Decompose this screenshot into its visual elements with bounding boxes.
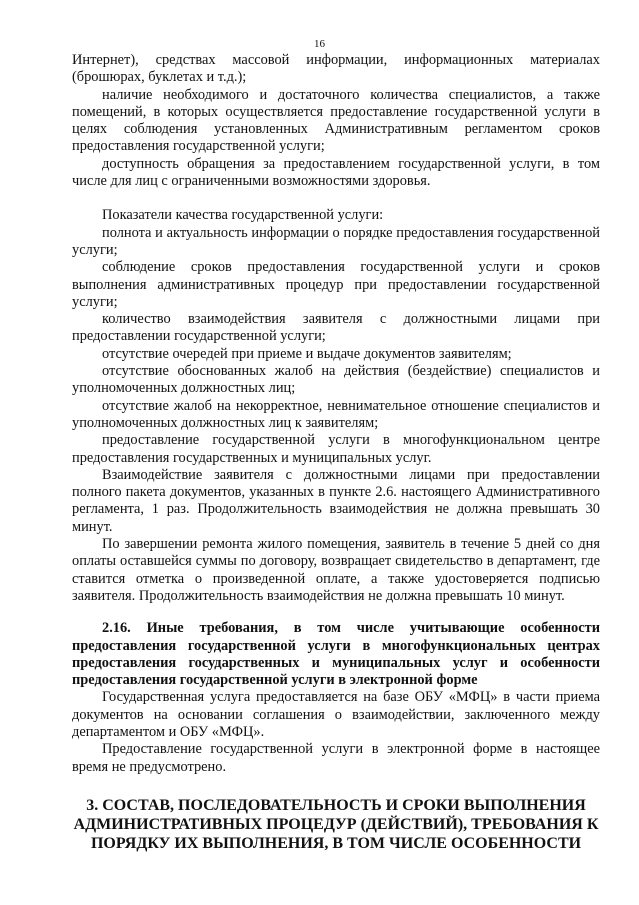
list-item: отсутствие жалоб на некорректное, невнимательное отношение специалистов и уполномоченных должностных лиц к заявителям; bbox=[72, 397, 600, 431]
paragraph: Взаимодействие заявителя с должностными лицами при предоставлении полного пакета документов, указанных в пункте 2.6. настоящего Административного регламента, 1 раз. Продолжительность взаимодействия не должна превышать 30 минут. bbox=[72, 466, 600, 535]
section-216-title: 2.16. Иные требования, в том числе учитывающие особенности предоставления государственной услуги в многофункциональных центрах предоставления государственных и муниципальных услуг и особенности предоставления государственной услуги в электронной форме bbox=[72, 620, 600, 689]
spacer bbox=[72, 776, 600, 796]
paragraph: Государственная услуга предоставляется на базе ОБУ «МФЦ» в части приема документов на основании соглашения о взаимодействии, заключенного между департаментом и ОБУ «МФЦ». bbox=[72, 689, 600, 740]
page-body bbox=[72, 52, 600, 853]
paragraph: наличие необходимого и достаточного количества специалистов, а также помещений, в которых осуществляется предоставление государственной услуги в целях соблюдения установленных Административным регламентом сроков предоставления государственной услуги; bbox=[72, 86, 600, 155]
list-item: отсутствие обоснованных жалоб на действия (бездействие) специалистов и уполномоченных должностных лиц; bbox=[72, 363, 600, 397]
list-item: количество взаимодействия заявителя с должностными лицами при предоставлении государственной услуги; bbox=[72, 311, 600, 345]
paragraph: По завершении ремонта жилого помещения, заявитель в течение 5 дней со дня оплаты оставшейся суммы по договору, возвращает свидетельство в департамент, где ставится отметка о произведенной оплате, а также удостоверяется подписью заявителя. Продолжительность взаимодействия не должна превышать 10 минут. bbox=[72, 536, 600, 604]
spacer bbox=[72, 605, 600, 620]
paragraph: Предоставление государственной услуги в электронной форме в настоящее время не предусмотрено. bbox=[72, 741, 600, 775]
list-item: соблюдение сроков предоставления государственной услуги и сроков выполнения административных процедур при предоставлении государственной услуги; bbox=[72, 259, 600, 310]
list-item: отсутствие очередей при приеме и выдаче документов заявителям; bbox=[102, 345, 512, 362]
list-item: предоставление государственной услуги в многофункциональном центре предоставления государственных и муниципальных услуг. bbox=[72, 432, 600, 466]
list-item: полнота и актуальность информации о порядке предоставления государственной услуги; bbox=[72, 224, 600, 258]
spacer bbox=[72, 190, 600, 207]
paragraph-continued: Интернет), средствах массовой информации, информационных материалах (брошюрах, буклетах и т.д.); bbox=[72, 52, 600, 86]
quality-indicators-heading: Показатели качества государственной услуги: bbox=[102, 207, 384, 224]
paragraph: доступность обращения за предоставлением государственной услуги, в том числе для лиц с ограниченными возможностями здоровья. bbox=[72, 155, 600, 190]
page-number: 16 bbox=[314, 38, 325, 50]
section-3-heading: 3. СОСТАВ, ПОСЛЕДОВАТЕЛЬНОСТЬ И СРОКИ ВЫПОЛНЕНИЯ АДМИНИСТРАТИВНЫХ ПРОЦЕДУР (ДЕЙСТВИЙ), ТРЕБОВАНИЯ К ПОРЯДКУ ИХ ВЫПОЛНЕНИЯ, В ТОМ ЧИСЛЕ ОСОБЕННОСТИ bbox=[73, 796, 599, 852]
